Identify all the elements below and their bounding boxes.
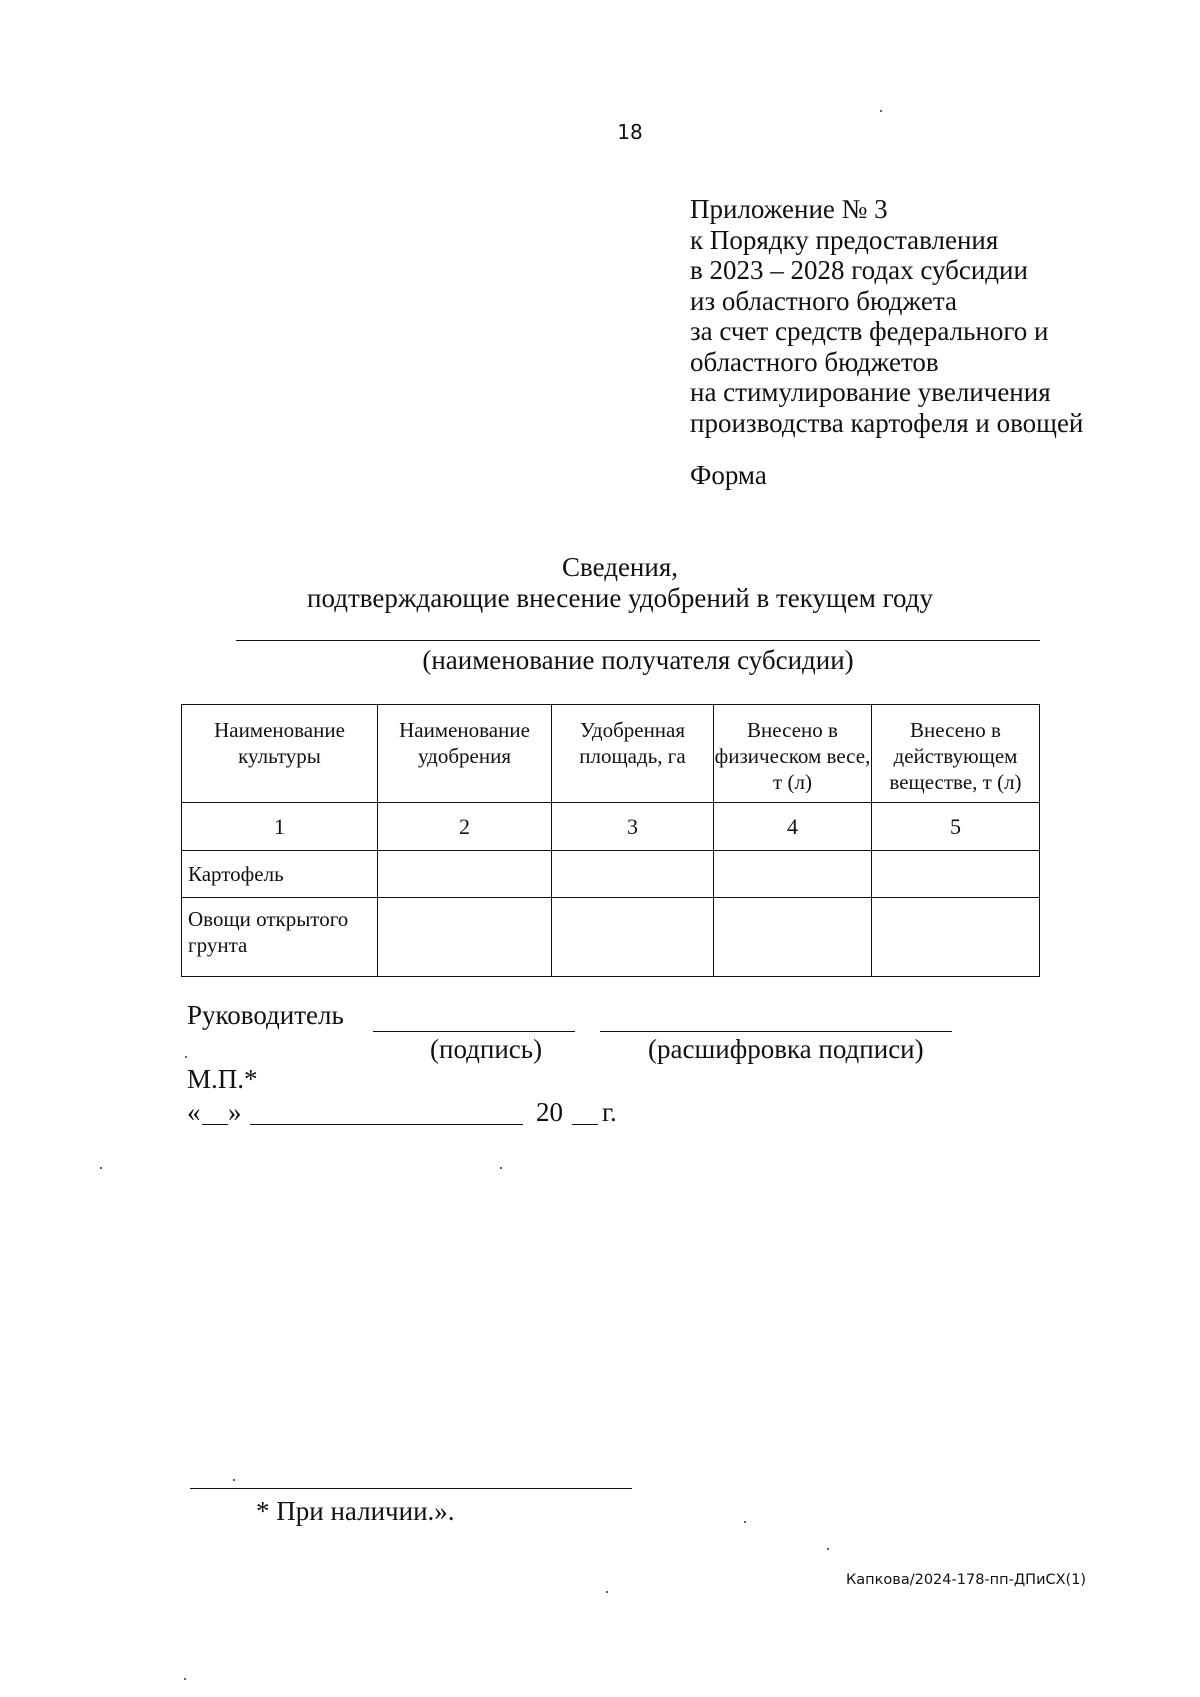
stamp-place-label: М.П.* bbox=[187, 1064, 258, 1094]
scan-speck bbox=[185, 1056, 187, 1058]
scan-speck bbox=[233, 1479, 235, 1481]
recipient-caption: (наименование получателя субсидии) bbox=[422, 645, 854, 675]
date-year-suffix: г. bbox=[602, 1097, 617, 1127]
column-number: 1 bbox=[182, 803, 378, 851]
table-cell[interactable] bbox=[378, 851, 552, 898]
annex-line: Приложение № 3 bbox=[690, 194, 888, 224]
header-physical-weight: Внесено в физическом весе, т (л) bbox=[714, 705, 872, 803]
scan-speck bbox=[500, 1167, 502, 1169]
date-month-field-line bbox=[250, 1124, 523, 1125]
scan-speck bbox=[606, 1591, 608, 1593]
annex-line: на стимулирование увеличения bbox=[690, 377, 1051, 407]
column-number: 5 bbox=[872, 803, 1040, 851]
scan-speck bbox=[827, 1548, 829, 1550]
signature-field-line bbox=[373, 1031, 575, 1032]
signature-caption: (подпись) bbox=[430, 1034, 543, 1064]
table-cell[interactable] bbox=[872, 851, 1040, 898]
table-cell[interactable] bbox=[714, 898, 872, 977]
header-fertilized-area: Удобренная площадь, га bbox=[552, 705, 714, 803]
scan-speck bbox=[184, 1678, 186, 1680]
title-line-1: Сведения, bbox=[561, 552, 678, 582]
annex-line: в 2023 – 2028 годах субсидии bbox=[690, 255, 1028, 285]
table-cell[interactable] bbox=[552, 851, 714, 898]
footnote: * При наличии.». bbox=[256, 1496, 455, 1526]
recipient-name-field-line bbox=[236, 640, 1040, 641]
column-number: 4 bbox=[714, 803, 872, 851]
header-active-substance: Внесено в действующем веществе, т (л) bbox=[872, 705, 1040, 803]
annex-reference-block bbox=[690, 194, 1150, 438]
date-close-quote: » bbox=[228, 1097, 242, 1127]
header-fertilizer-name: Наименование удобрения bbox=[378, 705, 552, 803]
scan-speck bbox=[744, 1521, 746, 1523]
scan-speck bbox=[100, 1167, 102, 1169]
table-header-row bbox=[182, 705, 1040, 803]
title-line-2: подтверждающие внесение удобрений в текущем году bbox=[307, 583, 933, 613]
table-cell[interactable] bbox=[552, 898, 714, 977]
column-number-row bbox=[182, 803, 1040, 851]
head-signature-label: Руководитель bbox=[187, 1000, 344, 1030]
date-year-field-line bbox=[572, 1124, 598, 1125]
crop-cell-potato: Картофель bbox=[182, 851, 378, 898]
column-number: 3 bbox=[552, 803, 714, 851]
table-cell[interactable] bbox=[714, 851, 872, 898]
date-open-quote: « bbox=[187, 1097, 201, 1127]
page-number: 18 bbox=[617, 120, 643, 144]
signature-decoding-field-line bbox=[600, 1031, 952, 1032]
column-number: 2 bbox=[378, 803, 552, 851]
signature-decoding-caption: (расшифровка подписи) bbox=[648, 1034, 924, 1064]
annex-line: к Порядку предоставления bbox=[690, 224, 999, 255]
table-cell[interactable] bbox=[872, 898, 1040, 977]
table-row bbox=[182, 851, 1040, 898]
document-title bbox=[240, 552, 1000, 614]
footnote-separator bbox=[190, 1488, 632, 1489]
document-code: Капкова/2024-178-пп-ДПиСХ(1) bbox=[846, 1572, 1087, 1588]
annex-line: из областного бюджета bbox=[690, 285, 957, 316]
fertilizer-table bbox=[181, 704, 1040, 977]
table-cell[interactable] bbox=[378, 898, 552, 977]
form-label: Форма bbox=[690, 460, 767, 490]
date-day-field-line bbox=[202, 1124, 228, 1125]
table-row bbox=[182, 898, 1040, 977]
crop-cell-vegetables: Овощи открытого грунта bbox=[182, 898, 378, 977]
header-crop-name: Наименование культуры bbox=[182, 705, 378, 803]
date-year-prefix: 20 bbox=[536, 1097, 563, 1127]
fertilizer-table-container bbox=[181, 704, 1040, 977]
annex-line: производства картофеля и овощей bbox=[690, 407, 1084, 438]
annex-line: областного бюджетов bbox=[690, 346, 939, 377]
scan-speck bbox=[880, 110, 882, 112]
annex-line: за счет средств федерального и bbox=[690, 316, 1049, 346]
